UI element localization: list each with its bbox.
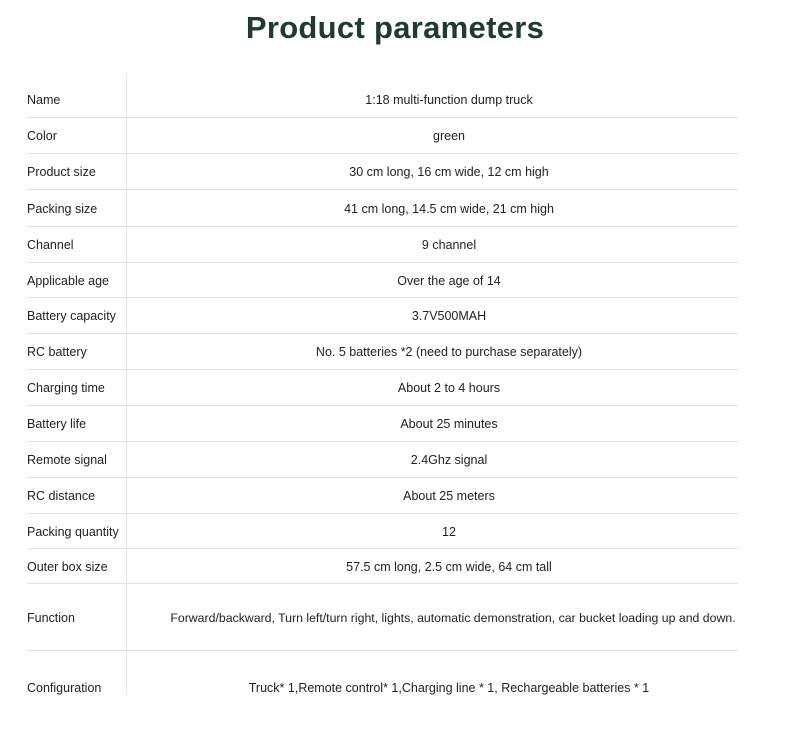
param-value: About 25 meters bbox=[403, 489, 495, 503]
param-label: Battery life bbox=[27, 417, 87, 431]
table-row bbox=[27, 442, 772, 478]
table-row bbox=[27, 82, 772, 118]
parameters-table bbox=[27, 82, 772, 725]
param-label: Charging time bbox=[27, 381, 105, 395]
table-row bbox=[27, 118, 772, 154]
param-label: RC battery bbox=[27, 345, 87, 359]
param-value: About 2 to 4 hours bbox=[397, 381, 501, 395]
param-value: 2.4Ghz signal bbox=[410, 453, 488, 467]
param-label: Color bbox=[27, 129, 57, 143]
param-value: green bbox=[433, 129, 465, 143]
table-row bbox=[27, 406, 772, 442]
param-label: Packing quantity bbox=[27, 524, 119, 539]
page-title: Product parameters bbox=[245, 10, 545, 45]
table-row bbox=[27, 154, 772, 190]
param-value: 41 cm long, 14.5 cm wide, 21 cm high bbox=[344, 201, 554, 216]
table-row bbox=[27, 651, 772, 725]
table-row bbox=[27, 478, 772, 514]
param-label: Configuration bbox=[27, 681, 102, 695]
param-value: 12 bbox=[442, 524, 456, 539]
param-label: Channel bbox=[27, 238, 74, 252]
param-label: Applicable age bbox=[27, 273, 110, 288]
table-row bbox=[27, 584, 772, 651]
table-row bbox=[27, 334, 772, 370]
param-value: Over the age of 14 bbox=[397, 273, 501, 288]
param-value: About 25 minutes bbox=[400, 417, 498, 431]
table-row bbox=[27, 514, 772, 549]
table-row bbox=[27, 190, 772, 227]
table-row bbox=[27, 549, 772, 584]
param-value: Truck* 1,Remote control* 1,Charging line * 1, Rechargeable batteries * 1 bbox=[248, 681, 650, 695]
param-value: 30 cm long, 16 cm wide, 12 cm high bbox=[349, 165, 549, 179]
param-label: Product size bbox=[27, 165, 96, 179]
table-row bbox=[27, 298, 772, 334]
param-label: Name bbox=[27, 93, 61, 107]
table-row bbox=[27, 227, 772, 263]
param-label: Remote signal bbox=[27, 453, 107, 467]
param-value: 57.5 cm long, 2.5 cm wide, 64 cm tall bbox=[346, 559, 552, 574]
table-row bbox=[27, 370, 772, 406]
param-value: Forward/backward, Turn left/turn right, lights, automatic demonstration, car bucket loading up and down. bbox=[170, 610, 736, 625]
param-label: Battery capacity bbox=[27, 309, 116, 323]
param-value: 1:18 multi-function dump truck bbox=[365, 93, 533, 107]
param-label: Outer box size bbox=[27, 559, 108, 574]
param-value: 9 channel bbox=[421, 238, 477, 252]
param-value: 3.7V500MAH bbox=[411, 309, 487, 323]
param-label: Function bbox=[27, 610, 75, 625]
param-label: Packing size bbox=[27, 201, 98, 216]
param-label: RC distance bbox=[27, 489, 96, 503]
table-row bbox=[27, 263, 772, 298]
param-value: No. 5 batteries *2 (need to purchase separately) bbox=[315, 345, 583, 359]
